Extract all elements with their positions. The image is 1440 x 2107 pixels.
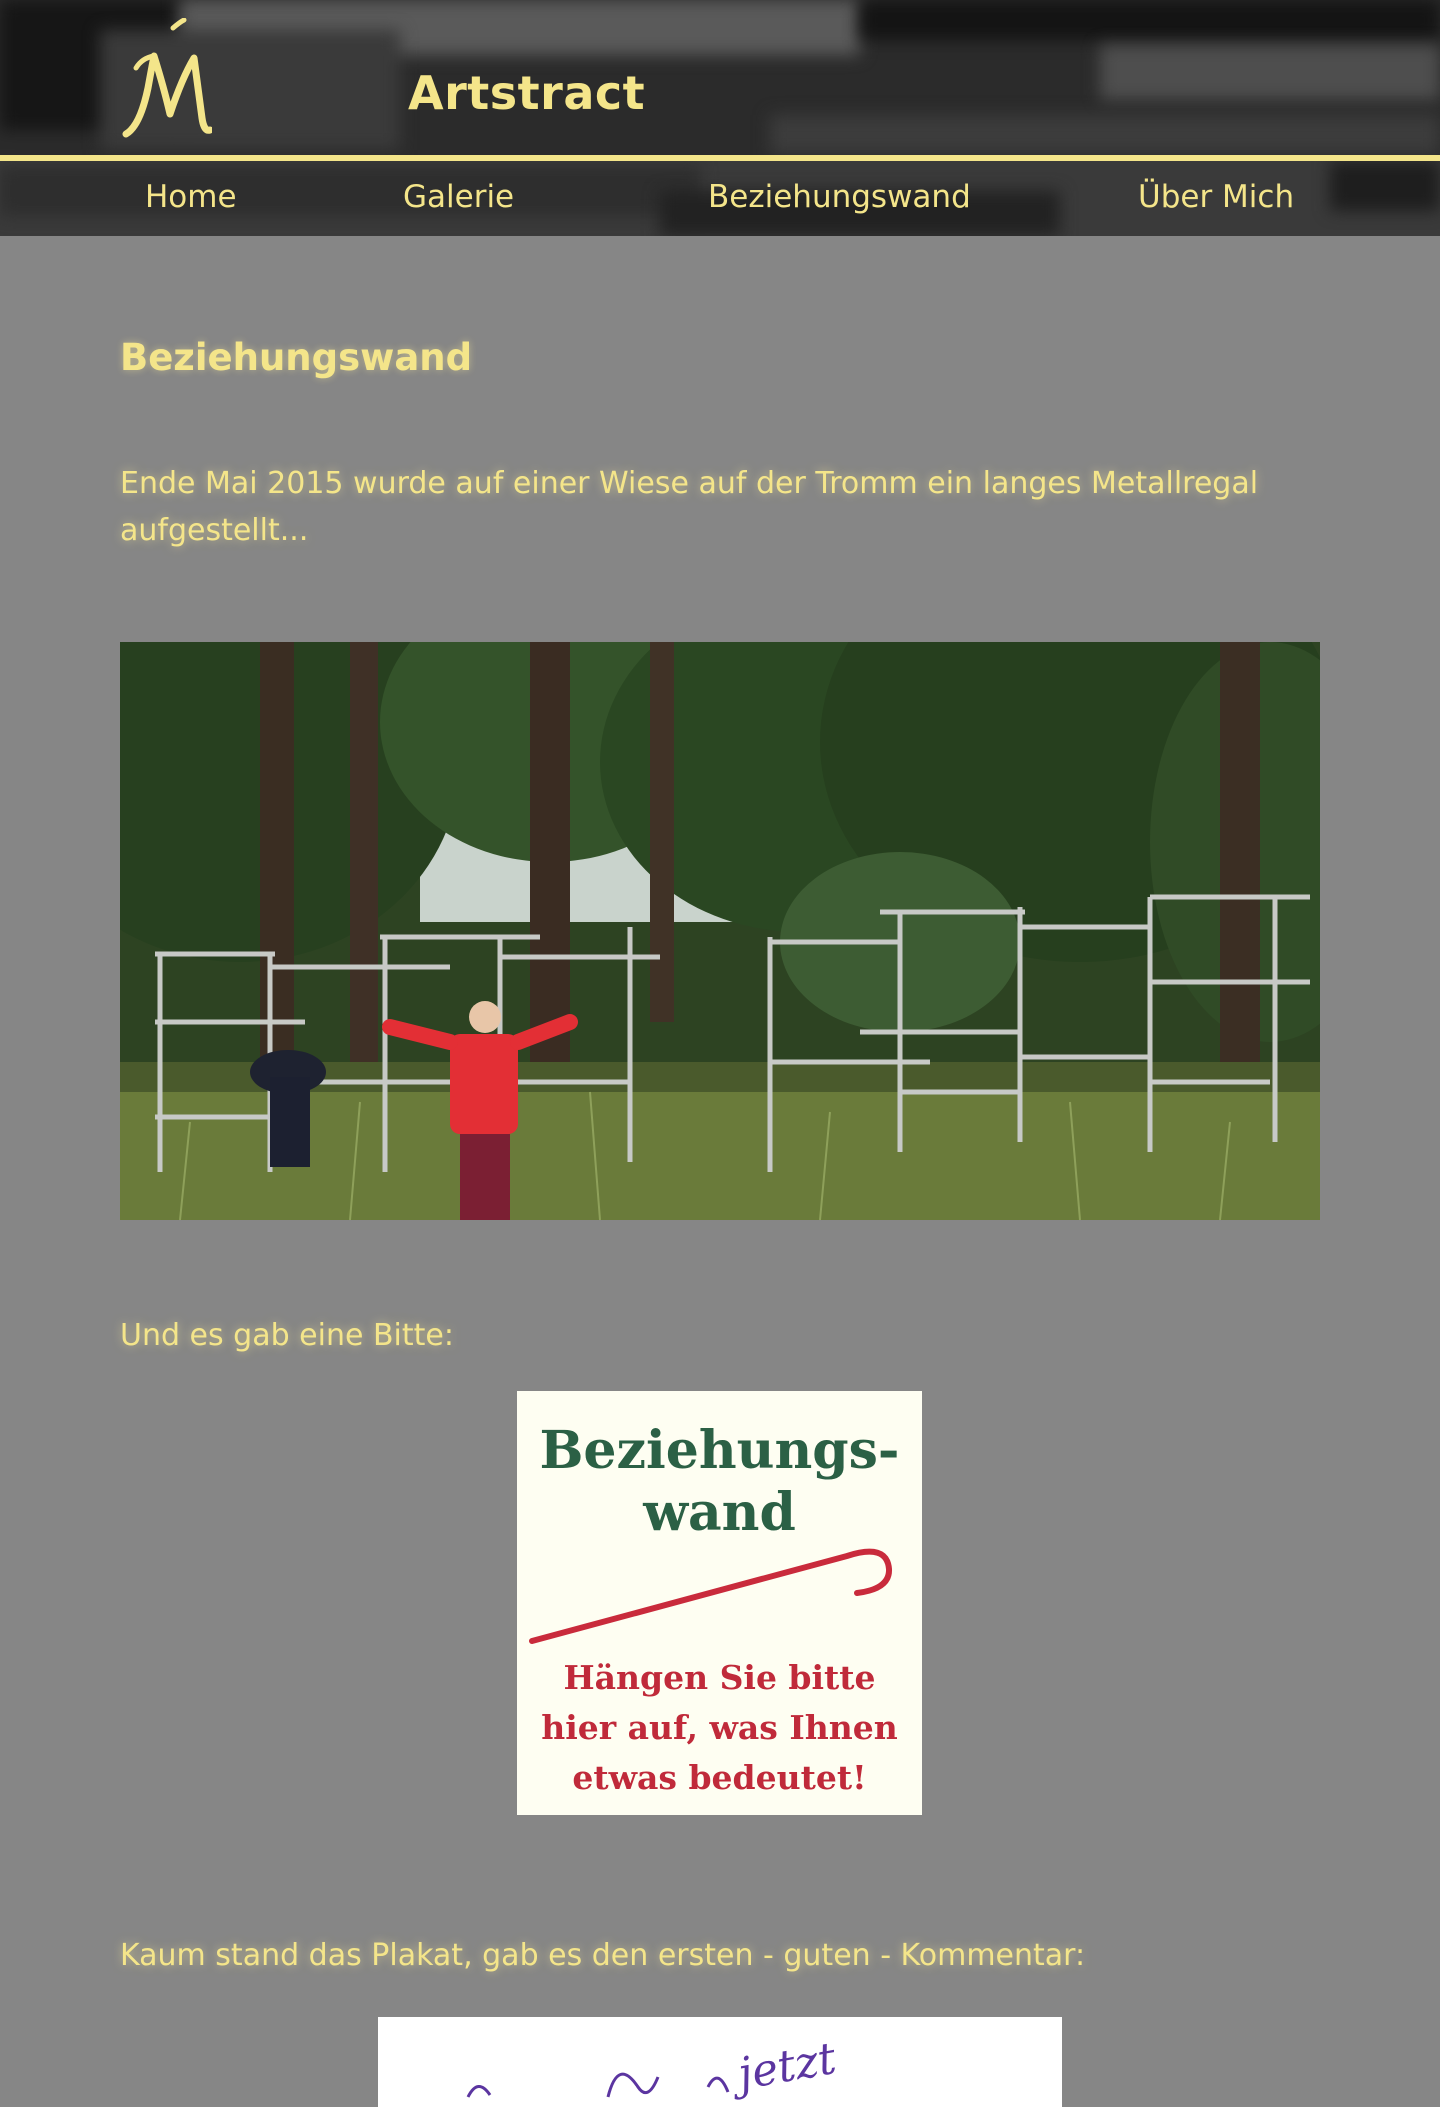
poster-sub-line2: hier auf, was Ihnen	[541, 1708, 898, 1747]
poster-title-line1: Beziehungs-	[539, 1420, 900, 1481]
comment-paragraph: Kaum stand das Plakat, gab es den ersten - guten - Kommentar:	[120, 1938, 1086, 1973]
walking-stick-icon	[517, 1531, 922, 1651]
header-texture	[1100, 45, 1440, 100]
nav-item-galerie[interactable]: Galerie	[403, 179, 515, 215]
nav-item-ueber-mich[interactable]: Über Mich	[1138, 179, 1295, 215]
poster-sub-line1: Hängen Sie bitte	[563, 1658, 876, 1697]
site-title[interactable]: Artstract	[408, 66, 646, 120]
beziehungswand-poster	[517, 1391, 922, 1815]
site-header	[0, 0, 1440, 158]
poster-sub-line3: etwas bedeutet!	[572, 1758, 867, 1797]
monogram-m-icon[interactable]	[118, 18, 212, 140]
header-texture	[770, 115, 1440, 155]
main-nav	[0, 161, 1440, 236]
shelf-meadow-photo	[120, 642, 1320, 1220]
nav-item-beziehungswand[interactable]: Beziehungswand	[708, 179, 971, 215]
nav-texture	[0, 166, 700, 216]
nav-texture	[1330, 161, 1440, 211]
intro-paragraph: Ende Mai 2015 wurde auf einer Wiese auf der Tromm ein langes Metallregal aufgestellt...	[120, 466, 1259, 548]
handwritten-comment-text: jetzt	[734, 2032, 840, 2101]
handwritten-scribble-icon	[378, 2017, 1062, 2107]
page-title: Beziehungswand	[120, 336, 473, 379]
header-texture	[860, 0, 1440, 40]
handwritten-comment-image	[378, 2017, 1062, 2107]
request-paragraph: Und es gab eine Bitte:	[120, 1318, 454, 1353]
poster-title-line2: wand	[643, 1482, 796, 1543]
nav-item-home[interactable]: Home	[145, 179, 237, 215]
